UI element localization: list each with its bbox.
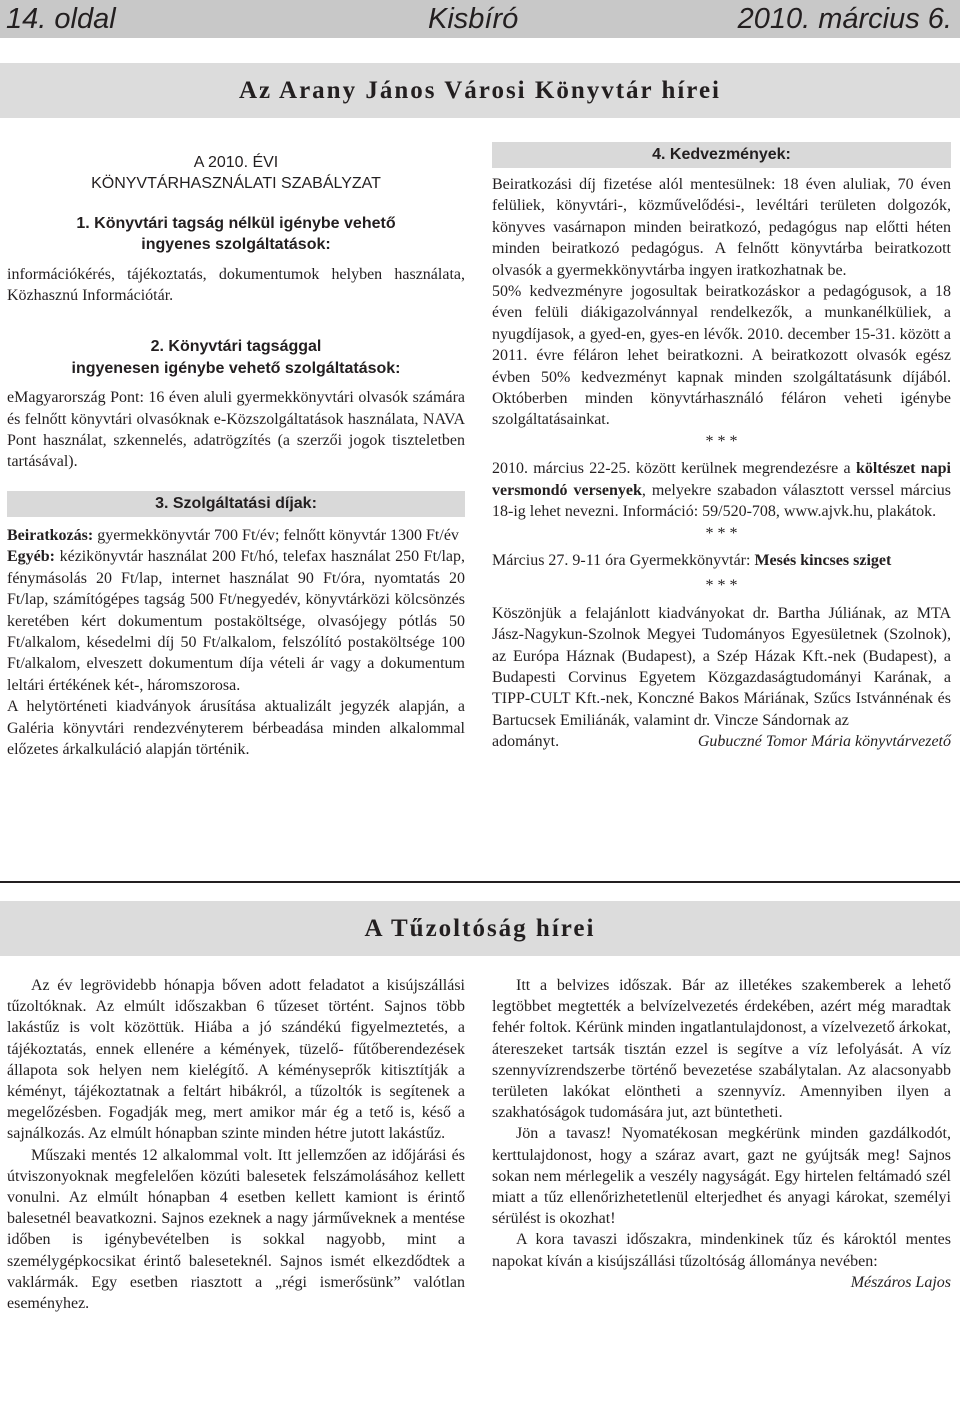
page-header bbox=[0, 0, 960, 38]
section2-text: eMagyarország Pont: 16 éven aluli gyermekkönyvtári olvasók számára és felnőtt könyvtári olvasóknak e-Közszolgáltatások használata, NAVA Pont használat, szkennelés, adatrögzítés (a szerzői jogok tiszteletben tartásával). bbox=[7, 389, 465, 471]
page-number: 14. oldal bbox=[6, 3, 116, 35]
library-banner-title: Az Arany János Városi Könyvtár hírei bbox=[239, 77, 721, 104]
fire-paragraph5: A kora tavaszi időszakra, mindenkinek tűz és károktól mentes napokat kíván a kisújszállási tűzoltóság állománya nevében: bbox=[492, 1231, 951, 1270]
regulation-title-line1: A 2010. ÉVI bbox=[193, 154, 279, 171]
fire-right-column bbox=[492, 975, 951, 1293]
other-fees-label: Egyéb: bbox=[7, 548, 55, 566]
section-divider bbox=[0, 881, 960, 883]
fire-left-column bbox=[7, 975, 465, 1314]
section1-heading-line2: ingyenes szolgáltatások: bbox=[141, 236, 331, 254]
thanks-paragraph: Köszönjük a felajánlott kiadványokat dr. Bartha Júliának, az MTA Jász-Nagykun-Szolnok Megyei Tudományos Egyesületnek (Szolnok), az Európa Háznak (Budapest), a Szép Házak Kft.-nek (Budapest), a Budapesti Corvinus Egyetem Közgazdaságtudományi Karának, a TIPP-CULT Kft.-nek, Konczné Bakos Máriának, Szűcs Istvánnénak és Bartucsek Emiliánák, valamint dr. Vincze Sándornak az bbox=[492, 604, 951, 729]
fire-paragraph1: Az év legrövidebb hónapja bőven adott feladatot a kisújszállási tűzoltóknak. Az elmúlt időszakban 6 tűzeset történt. Sajnos több lakástűz is volt közöttük. Hiába a jó szándékú figyelmeztetés, a tájékoztatás, ennek ellenére a kémények, tüzelő- fűtőberendezések állapota sok helyen nem kielégítő. A kéményseprők kitisztítják a kéményt, tájékoztatnak a feltárt hibákról, a tűzoltók is segítenek a megelőzésben. Fogadják meg, mert amikor már ég a tető is, késő a sajnálkozás. Az elmúlt hónapban szinte minden hétre jutott lakástűz. bbox=[7, 977, 465, 1143]
discounts-paragraph1: Beiratkozási díj fizetése alól mentesülnek: 18 éven aluliak, 70 éven felüliek, könyvtári-, közművelődési-, levéltári területen dolgozók, könyves vasárnapon minden beiratkozó, pedagógus nap előtti héten minden beiratkozó pedagógus. A felnőtt könyvtárba beiratkozott olvasók a gyermekkönyvtárba ingyen iratkozhatnak be. bbox=[492, 176, 951, 279]
poetry-event bbox=[492, 458, 951, 522]
fire-signature: Mészáros Lajos bbox=[850, 1273, 951, 1291]
section2-heading-line1: 2. Könyvtári tagsággal bbox=[150, 338, 322, 356]
fire-banner-title: A Tűzoltóság hírei bbox=[364, 915, 596, 942]
fire-paragraph2: Műszaki mentés 12 alkalommal volt. Itt jellemzően az időjárási és útviszonyoknak megfelelően közúti balesetek felszámolásához kellett vonulni. Az elmúlt hónapban 4 esetben kellett kamiont is érintő balesetnél beavatkozni. Sajnos ezeknek a nagy járműveknek a mentése időben is igénybevételben is sokkal nagyobb, mint a személygépkocsikat érintő baleseteknél. Sajnos ismét elkezdődtek a vaklármák. Egy esetben riasztott a „régi ismerősünk” valótlan eseményhez. bbox=[7, 1146, 465, 1313]
tale-event-title: Mesés kincses sziget bbox=[754, 551, 892, 569]
fees-label: Beiratkozás: bbox=[7, 526, 94, 544]
section3-heading: 3. Szolgáltatási díjak: bbox=[7, 491, 465, 517]
tale-event bbox=[492, 550, 951, 571]
section3-local-history: A helytörténeti kiadványok árusítása aktualizált jegyzék alapján, a Galéria könyvtári rendezvényterem bérbeadása minden alkalommal előzetes árkalkuláció alapján történik. bbox=[7, 698, 465, 758]
separator-stars-1: * * * bbox=[705, 432, 738, 450]
discounts-paragraph2: 50% kedvezményre jogosultak beiratkozáskor a pedagógusok, a 18 éven felüli diákigazolvánnyal rendelkezők, a munkanélküliek, a nyugdíjasok, a gyed-en, gyes-en lévők. 2010. december 15-31. között a 2011. évre féláron lehet beiratkozni. A beiratkozott olvasók egész évben 50% kedvezményt kapnak minden szolgáltatásunk díjából. Októberben minden könyvtárhasználó féláron veheti igénybe szolgáltatásainkat. bbox=[492, 283, 951, 429]
regulation-title-line2: KÖNYVTÁRHASZNÁLATI SZABÁLYZAT bbox=[91, 175, 381, 193]
poetry-event-title: költészet napi versmondó versenyek bbox=[492, 460, 952, 499]
other-fees-text: kézikönyvtár használat 200 Ft/hó, telefax használat 250 Ft/lap, fénymásolás 20 Ft/lap, internet használat 90 Ft/óra, nyomtatás 20 Ft/lap, számítógépes tagság 500 Ft/negyedév, könyvtárközi kölcsönzés keretében kért dokumentum postaköltsége, olvasójegy pótlás 50 Ft/alkalom, késedelmi díj 50 Ft/alkalom, felszólító postaköltsége 100 Ft/alkalom, elveszett dokumentum díja vételi ár vagy a dokumentum leltári értékének két-, háromszorosa. bbox=[7, 548, 465, 694]
section4-heading: 4. Kedvezmények: bbox=[492, 142, 951, 168]
library-banner bbox=[0, 63, 960, 118]
fire-paragraph3: Itt a belvizes időszak. Bár az illetékes szakemberek a lehető legtöbbet megtették a belvízelvezetés érdekében, azért még maradtak fehér foltok. Kérünk minden ingatlantulajdonost, a vízelvezető árkokat, átereszeket tartsák tisztán ezzel is segítve a víz lefolyását. A víz szennyvízrendszerbe történő bevezetése szabálytalan. Az alacsonyabb területen lakókat elöntheti a szennyvíz. Amennyiben ilyen a szakhatóságok tudomására jut, azt büntetheti. bbox=[492, 977, 951, 1122]
section3-other bbox=[7, 546, 465, 696]
library-left-column bbox=[7, 152, 465, 760]
fire-paragraph4: Jön a tavasz! Nyomatékosan megkérünk minden gazdálkodót, kerttulajdonost, hogy a száraz avart, gazt ne gyújtsák meg! Sajnos sokan nem mérlegelik a veszély nagyságát. Egy hirtelen feltámadó szél miatt a tűz ellenőrizhetetlenül elterjedhet és anyagi károkat, személyi sérülést is okozhat! bbox=[492, 1125, 951, 1228]
poetry-event-details: , melyekre szabadon választott verssel március 18-ig lehet nevezni. Információ: 59/520-708, www.ajvk.hu, plakátok. bbox=[492, 481, 952, 521]
section1-text: információkérés, tájékoztatás, dokumentumok helyben használata, Közhasznú Információtár. bbox=[7, 265, 465, 305]
tale-event-text: Március 27. 9-11 óra Gyermekkönyvtár: bbox=[492, 551, 755, 569]
section2-heading-line2: ingyenesen igénybe vehető szolgáltatások: bbox=[71, 359, 401, 377]
library-right-column bbox=[492, 142, 951, 753]
issue-date: 2010. március 6. bbox=[737, 3, 952, 35]
fees-text: gyermekkönyvtár 700 Ft/év; felnőtt könyvtár 1300 Ft/év bbox=[93, 526, 459, 544]
poetry-event-text: 2010. március 22-25. között kerülnek megrendezésre a bbox=[492, 460, 856, 478]
separator-stars-2: * * * bbox=[705, 524, 738, 542]
newspaper-name: Kisbíró bbox=[428, 3, 519, 35]
thanks-end: adományt. bbox=[492, 733, 560, 751]
separator-stars-3: * * * bbox=[705, 577, 738, 595]
thanks-signature-line bbox=[492, 731, 951, 752]
section3-fees bbox=[7, 525, 465, 546]
librarian-signature: Gubuczné Tomor Mária könyvtárvezető bbox=[697, 733, 951, 751]
section1-heading-line1: 1. Könyvtári tagság nélkül igénybe vehető bbox=[76, 214, 396, 232]
fire-banner bbox=[0, 901, 960, 956]
